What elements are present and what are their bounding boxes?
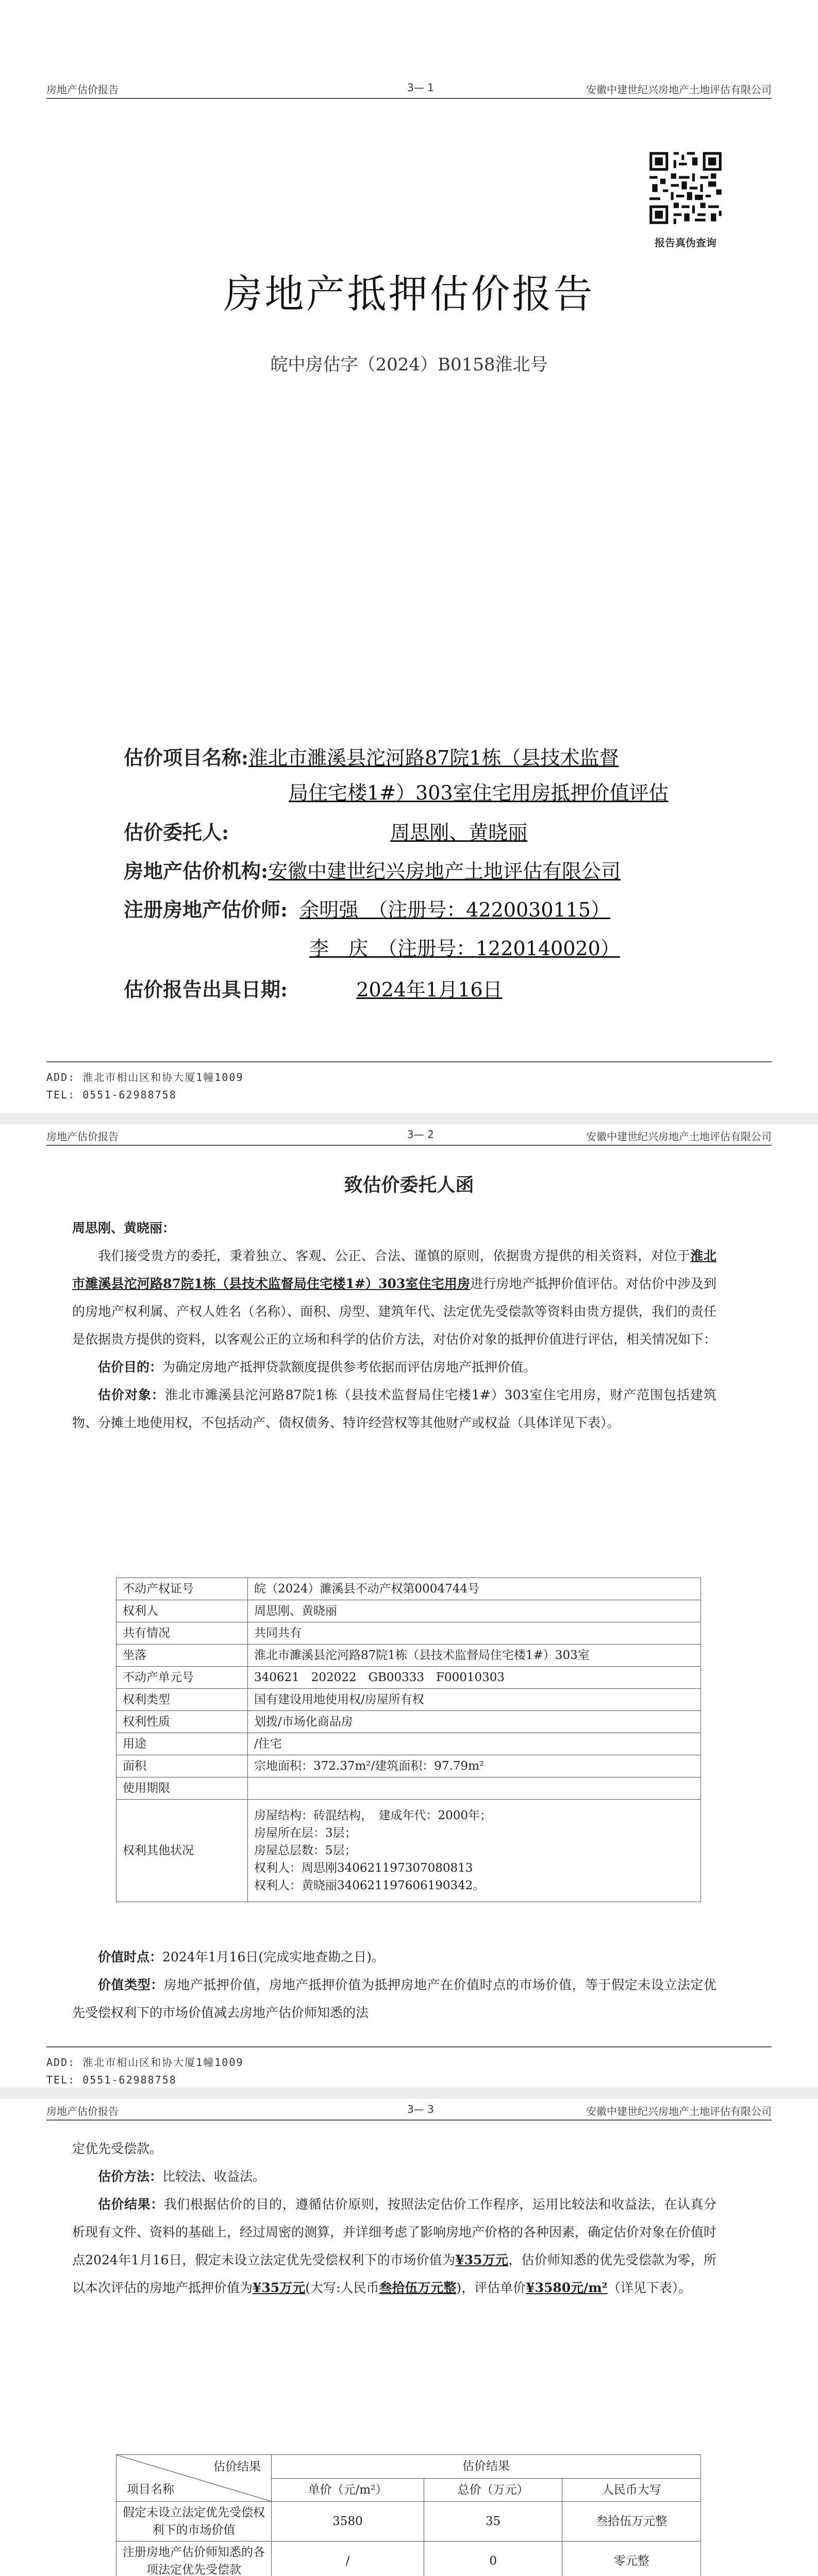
result-table [116,2454,701,2576]
page-footer [46,2046,772,2089]
result-row [116,2541,701,2576]
result-paragraph: 估价结果：我们根据估价的目的，遵循估价原则，按照法定估价工作程序，运用比较法和收益法，在认真分析现有文件、资料的基础上，经过周密的测算，并详细考虑了影响房地产价格的各种因素，确定估价对象在价值时点2024年1月16日，假定未设立法定优先受偿权利下的市场价值为¥35万元，估价师知悉的优先受偿款为零，所以本次评估的房地产抵押价值为¥35万元(大写:人民币叁拾伍万元整)，评估单价¥3580元/m²（详见下表）。 [72,2197,717,2295]
appraiser-row-2 [309,933,620,964]
col-unit-price: 单价（元/m²） [272,2478,424,2502]
header-page-number: 3— 2 [407,1128,434,1141]
result-cell-total: 0 [424,2541,562,2576]
date-label: 估价报告出具日期: [124,978,288,1001]
property-row [116,1733,701,1755]
property-row [116,1645,701,1667]
qr-code[interactable] [647,149,724,227]
property-row [116,1578,701,1600]
method-paragraph: 估价方法：比较法、收益法。 [98,2169,266,2184]
letter-title: 致估价委托人函 [344,1174,474,1196]
letter-body [72,1214,716,1437]
project-name-value-2: 局住宅楼1#）303室住宅用房抵押价值评估 [289,782,669,804]
corner-cell [116,2455,272,2502]
result-cell-upper: 叁拾伍万元整 [562,2502,701,2541]
property-value-line: 房屋总层数：5层； [254,1844,357,1857]
property-value-line: 权利人：黄晓丽340621197606190342。 [254,1879,485,1892]
property-value-line: 房屋结构：砖混结构， 建成年代：2000年； [254,1809,492,1822]
property-key: 权利其他状况 [116,1800,248,1902]
header-left: 房地产估价报告 [46,2105,119,2117]
value-type-continued: 定优先受偿款。 [72,2141,163,2156]
property-row [116,1622,701,1645]
intro-paragraph: 我们接受贵方的委托，秉着独立、客观、公正、合法、谨慎的原则，依据贵方提供的相关资料，对位于淮北市濉溪县沱河路87院1栋（县技术监督局住宅楼1#）303室住宅用房进行房地产抵押价值评估。对估价中涉及到的房地产权利属、产权人姓名（名称）、面积、房型、建筑年代、法定优先受偿款等资料由贵方提供，我们的责任是依据贵方提供的资料，以客观公正的立场和科学的估价方法，对估价对象的抵押价值进行评估，相关情况如下： [72,1248,717,1347]
corner-bottom: 项目名称 [127,2483,174,2496]
appraiser-label: 注册房地产估价师: [124,898,288,921]
header-page-number: 3— 3 [407,2103,434,2115]
property-value: 划拨/市场化商品房 [248,1711,701,1733]
report-title: 房地产抵押估价报告 [223,271,595,317]
col-total-price: 总价（万元） [424,2478,562,2502]
property-key: 用途 [116,1733,248,1755]
page-divider [0,2088,818,2099]
property-row [116,1777,701,1800]
appraiser-2: 李 庆 （注册号：1220140020） [309,937,620,960]
result-page [0,2099,818,2576]
header-right: 安徽中建世纪兴房地产土地评估有限公司 [586,1130,772,1143]
client-row [124,817,527,849]
page-footer [46,1061,772,1104]
report-number: 皖中房估字（2024）B0158淮北号 [270,354,548,375]
property-key: 权利性质 [116,1711,248,1733]
header-page-number: 3— 1 [407,81,434,94]
result-body [72,2135,716,2302]
agency-label: 房地产估价机构: [124,859,269,883]
page-header [46,77,772,99]
client-label: 估价委托人: [124,821,229,844]
header-right: 安徽中建世纪兴房地产土地评估有限公司 [586,83,772,96]
footer-address: ADD: 淮北市相山区和协大厦1幢1009 [46,2056,244,2069]
corner-top: 估价结果 [213,2460,261,2473]
property-key: 权利类型 [116,1689,248,1711]
property-key: 坐落 [116,1645,248,1667]
property-table [116,1578,701,1902]
property-key: 使用期限 [116,1777,248,1800]
property-key: 共有情况 [116,1622,248,1645]
letter-page [0,1124,818,2086]
result-cell-name: 注册房地产估价师知悉的各项法定优先受偿款 [116,2541,272,2576]
property-row [116,1755,701,1777]
result-cell-upper: 零元整 [562,2541,701,2576]
property-value: /住宅 [248,1733,701,1755]
object-paragraph: 估价对象：淮北市濉溪县沱河路87院1栋（县技术监督局住宅楼1#）303室住宅用房，财产范围包括建筑物、分摊土地使用权，不包括动产、债权债务、特许经营权等其他财产或权益（具体详见下表）。 [72,1387,716,1430]
result-cell-name: 假定未设立法定优先受偿权利下的市场价值 [116,2502,272,2541]
result-cell-price: 3580 [272,2502,424,2541]
property-value: 周思刚、黄晓丽 [248,1600,701,1622]
footer-tel: TEL: 0551-62988758 [46,1089,177,1101]
result-row [116,2502,701,2541]
property-value-line: 权利人：周思刚340621197307080813 [254,1861,473,1875]
col-upper-case: 人民币大写 [562,2478,701,2502]
result-cell-total: 35 [424,2502,562,2541]
property-row [116,1800,701,1902]
footer-address: ADD: 淮北市相山区和协大厦1幢1009 [46,1071,244,1083]
property-value: 340621 202022 GB00333 F00010303 [248,1667,701,1689]
agency-value: 安徽中建世纪兴房地产土地评估有限公司 [268,860,621,883]
property-value-line: 房屋所在层：3层； [254,1826,357,1840]
property-key: 不动产单元号 [116,1667,248,1689]
property-key: 权利人 [116,1600,248,1622]
appraiser-row [124,894,610,926]
project-name-row [124,742,619,774]
page-divider [0,1113,818,1124]
property-row [116,1689,701,1711]
footer-tel: TEL: 0551-62988758 [46,2074,177,2086]
project-name-value-1: 淮北市濉溪县沱河路87院1栋（县技术监督 [248,747,619,769]
property-value: 皖（2024）濉溪县不动产权第0004744号 [248,1578,701,1600]
appraiser-1: 余明强 （注册号：4220030115） [299,899,611,921]
letter-body-2 [72,1943,716,2027]
property-value: 国有建设用地使用权/房屋所有权 [248,1689,701,1711]
header-left: 房地产估价报告 [46,83,119,96]
group-header: 估价结果 [272,2455,701,2479]
value-type-paragraph: 价值类型：房地产抵押价值，房地产抵押价值为抵押房地产在价值时点的市场价值，等于假定未设立法定优先受偿权利下的市场价值减去房地产估价师知悉的法 [72,1977,716,2020]
property-value: 宗地面积：372.37m²/建筑面积：97.79m² [248,1755,701,1777]
page-header [46,1124,772,1146]
value-point-paragraph: 价值时点：2024年1月16日(完成实地查勘之日)。 [98,1950,385,1964]
property-value: 淮北市濉溪县沱河路87院1栋（县技术监督局住宅楼1#）303室 [248,1645,701,1667]
project-name-label: 估价项目名称: [124,746,249,769]
property-value [248,1777,701,1800]
property-row [116,1667,701,1689]
qr-caption: 报告真伪查询 [655,236,716,249]
property-key: 不动产权证号 [116,1578,248,1600]
property-row [116,1711,701,1733]
purpose-paragraph: 估价目的：为确定房地产抵押贷款额度提供参考依据而评估房地产抵押价值。 [98,1360,537,1375]
header-right: 安徽中建世纪兴房地产土地评估有限公司 [586,2105,772,2117]
property-row [116,1600,701,1622]
salutation: 周思刚、黄晓丽： [72,1221,176,1235]
project-name-row-2 [289,777,669,809]
property-value: 共同共有 [248,1622,701,1645]
property-value [248,1800,701,1902]
agency-row [124,855,621,887]
cover-page [0,0,818,1113]
page-header [46,2099,772,2121]
header-left: 房地产估价报告 [46,1130,119,1143]
date-row [124,974,503,1006]
date-value: 2024年1月16日 [356,978,503,1001]
result-cell-price: / [272,2541,424,2576]
property-key: 面积 [116,1755,248,1777]
client-value: 周思刚、黄晓丽 [390,821,528,844]
